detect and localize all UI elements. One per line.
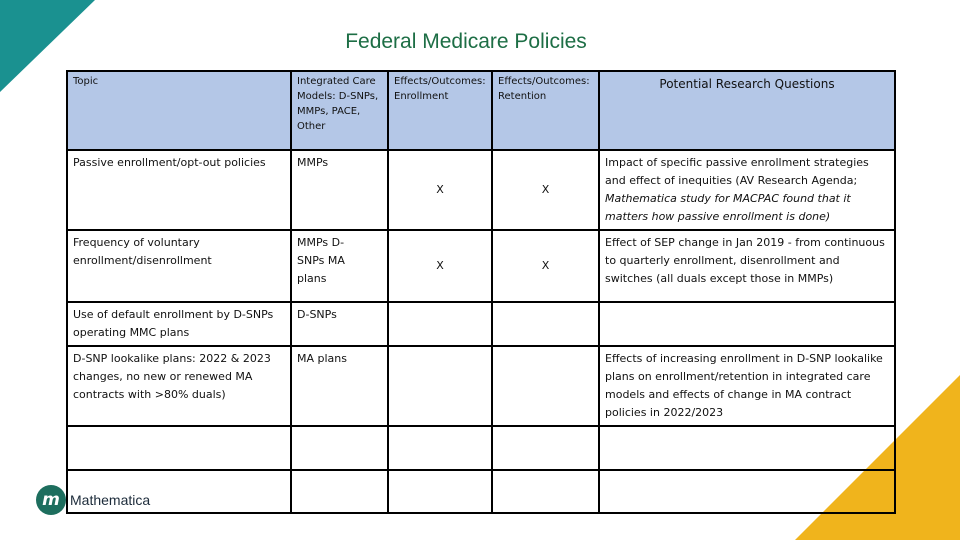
empty-cell — [492, 426, 599, 470]
enrollment-cell — [388, 302, 492, 346]
header-topic: Topic — [67, 71, 291, 150]
retention-cell — [492, 302, 599, 346]
empty-cell — [388, 470, 492, 513]
table-row — [67, 230, 895, 302]
empty-cell — [492, 470, 599, 513]
table-row — [67, 302, 895, 346]
models-cell: MA plans — [291, 346, 388, 426]
models-cell: MMPs — [291, 150, 388, 230]
empty-cell — [67, 426, 291, 470]
question-cell — [599, 302, 895, 346]
table-row-empty — [67, 470, 895, 513]
page-title: Federal Medicare Policies — [345, 30, 587, 53]
retention-cell: X — [492, 150, 599, 230]
table-row-empty — [67, 426, 895, 470]
enrollment-cell: X — [388, 150, 492, 230]
empty-cell — [599, 470, 895, 513]
logo-text: Mathematica — [70, 492, 151, 508]
table-header-row — [67, 71, 895, 150]
enrollment-cell — [388, 346, 492, 426]
topic-cell: Passive enrollment/opt-out policies — [67, 150, 291, 230]
mathematica-logo — [36, 485, 150, 515]
header-retention: Effects/Outcomes: Retention — [492, 71, 599, 150]
question-cell — [599, 150, 895, 230]
policy-table — [66, 70, 896, 514]
empty-cell — [599, 426, 895, 470]
header-models: Integrated Care Models: D-SNPs, MMPs, PACE, Other — [291, 71, 388, 150]
question-cell: Effect of SEP change in Jan 2019 - from continuous to quarterly enrollment, disenrollment and switches (all duals except those in MMPs) — [599, 230, 895, 302]
enrollment-cell: X — [388, 230, 492, 302]
table-row — [67, 150, 895, 230]
topic-cell: Frequency of voluntary enrollment/disenrollment — [67, 230, 291, 302]
logo-mark-icon: m — [36, 485, 66, 515]
empty-cell — [388, 426, 492, 470]
question-cell: Effects of increasing enrollment in D-SNP lookalike plans on enrollment/retention in integrated care models and effects of change in MA contract policies in 2022/2023 — [599, 346, 895, 426]
header-questions: Potential Research Questions — [599, 71, 895, 150]
retention-cell: X — [492, 230, 599, 302]
empty-cell — [291, 426, 388, 470]
question-italic-text: Mathematica study for MACPAC found that it matters how passive enrollment is done) — [605, 192, 851, 223]
models-cell — [291, 230, 388, 302]
retention-cell — [492, 346, 599, 426]
header-enrollment: Effects/Outcomes: Enrollment — [388, 71, 492, 150]
question-text: Impact of specific passive enrollment strategies and effect of inequities (AV Research Agenda; — [605, 156, 869, 187]
models-cell: D-SNPs — [291, 302, 388, 346]
table-row — [67, 346, 895, 426]
topic-cell: D-SNP lookalike plans: 2022 & 2023 changes, no new or renewed MA contracts with >80% duals) — [67, 346, 291, 426]
empty-cell — [291, 470, 388, 513]
topic-cell: Use of default enrollment by D-SNPs operating MMC plans — [67, 302, 291, 346]
models-text: MMPs D-SNPs MA plans — [297, 236, 345, 285]
